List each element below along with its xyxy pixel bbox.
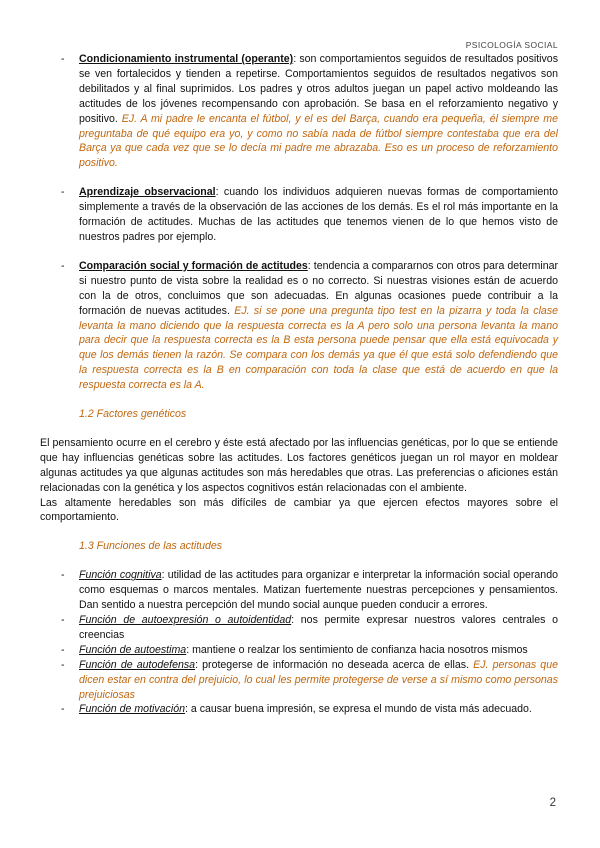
term: Condicionamiento instrumental (operante) <box>79 53 294 65</box>
list-item <box>40 658 558 703</box>
example-text: EJ. personas que dicen estar en contra del prejuicio, lo cual les permite protegerse de verse a sí mismo como personas prejuiciosas <box>79 658 558 701</box>
term: Función de motivación <box>79 703 185 716</box>
term: Comparación social y formación de actitudes <box>79 259 308 272</box>
list-item <box>40 185 558 245</box>
genetic-paragraph-2: Las altamente heredables son más difíciles de cambiar ya que ejercen efectos mayores sobre el comportamiento. <box>40 496 558 524</box>
list-item <box>40 613 558 643</box>
item-text: mantiene o realzar los sentimiento de confianza hacia nosotros mismos <box>189 643 528 656</box>
term: Función cognitiva <box>79 569 162 582</box>
learning-processes-list <box>40 52 558 393</box>
bullet-dash-icon: - <box>61 186 65 199</box>
term-separator: : <box>307 259 311 272</box>
term-separator: : <box>161 569 165 582</box>
attitude-functions-list <box>40 568 558 717</box>
bullet-dash-icon: - <box>61 53 65 65</box>
example-text: EJ. si se pone una pregunta tipo test en la pizarra y toda la clase levanta la mano diciendo que la respuesta correcta es la A pero solo una persona levanta la mano para decir que la respuesta correcta es la B esta persona puede pensar que ella está equivocada y que los demás tienen la razón. Se compara con los demás ya que él que está solo defendiendo que la respuesta correcta es la B en comparación con toda la clase que está de acuerdo en que la respuesta correcta es la A. <box>79 304 559 392</box>
term-separator: : <box>195 658 199 671</box>
term: Función de autodefensa <box>79 658 196 671</box>
item-text: tendencia a compararnos con otros para determinar si nuestro punto de vista sobre la realidad es o no correcto. Si nuestras visiones están de acuerdo con la de otros, concluimos que son adecuadas. En algunas ocasiones puede contribuir a la formación de nuevas actitudes. <box>79 259 559 317</box>
bullet-dash-icon: - <box>61 614 65 626</box>
term: Función de autoestima <box>79 643 187 656</box>
item-text: cuando los individuos adquieren nuevas formas de comportamiento simplemente a través de la observación de las acciones de los demás. Es el rol más importante en la formación de actitudes. Muchas de las actitudes que tenemos vienen de lo que hemos visto de nuestros padres por ejemplo. <box>79 186 559 243</box>
bullet-dash-icon: - <box>61 703 65 716</box>
bullet-dash-icon: - <box>61 569 65 582</box>
running-header: PSICOLOGÍA SOCIAL <box>465 40 558 50</box>
term-separator: : <box>186 643 190 656</box>
section-heading-functions: 1.3 Funciones de las actitudes <box>79 540 223 553</box>
term-separator: : <box>215 186 219 199</box>
bullet-dash-icon: - <box>61 643 65 656</box>
page-number: 2 <box>549 797 556 809</box>
term-separator: : <box>293 53 297 65</box>
item-text: son comportamientos seguidos de resultados positivos se ven fortalecidos y tienden a repetirse. Comportamientos seguidos de resultados negativos son debilitados y al final suprimidos. Los padres y otros adultos juegan un papel activo moldeando las actitudes de los jóvenes recompensando con aprobación. Se basa en el reforzamiento negativo y positivo. <box>79 53 558 125</box>
example-text: EJ. A mi padre le encanta el fútbol, y el es del Barça, cuando era pequeña, él siempre me preguntaba de qué equipo era yo, y como no sabía nada de fútbol siempre contestaba que era del Barça ya que cada vez que se lo decía mi padre me abrazaba. Eso es un proceso de reforzamiento positivo. <box>79 112 558 170</box>
list-item <box>40 52 558 171</box>
item-text: nos permite expresar nuestros valores centrales o creencias <box>79 614 558 641</box>
genetic-paragraph: El pensamiento ocurre en el cerebro y éste está afectado por las influencias genéticas, por lo que se entiende que hay influencias genéticas sobre las actitudes. Los factores genéticos juegan un rol mayor en moldear algunas actitudes ya que algunas actitudes son más heredables que otras. Las preferencias o aficiones están relacionadas con la genética y los aspectos cognitivos están relacionadas con el ambiente. <box>40 436 558 494</box>
term-separator: : <box>185 703 188 716</box>
page-content <box>40 52 558 717</box>
item-text: a causar buena impresión, se expresa el mundo de vista más adecuado. <box>187 703 532 716</box>
bullet-dash-icon: - <box>61 259 65 272</box>
item-text: protegerse de información no deseada acerca de ellas. <box>198 658 474 671</box>
section-heading-genetic: 1.2 Factores genéticos <box>79 408 187 421</box>
list-item <box>40 259 558 393</box>
term: Aprendizaje observacional <box>79 186 216 199</box>
list-item <box>40 643 558 658</box>
item-text: utilidad de las actitudes para organizar e interpretar la información social operando como esquemas o marcos mentales. Matizan fuertemente nuestras percepciones y pensamientos. Dan sentido a nuestra percepción del mundo social aunque pueden conducir a errores. <box>79 569 558 612</box>
term-separator: : <box>291 614 295 626</box>
term: Función de autoexpresión o autoidentidad <box>79 614 292 626</box>
list-item <box>40 568 558 613</box>
bullet-dash-icon: - <box>61 658 65 671</box>
list-item <box>40 702 558 717</box>
